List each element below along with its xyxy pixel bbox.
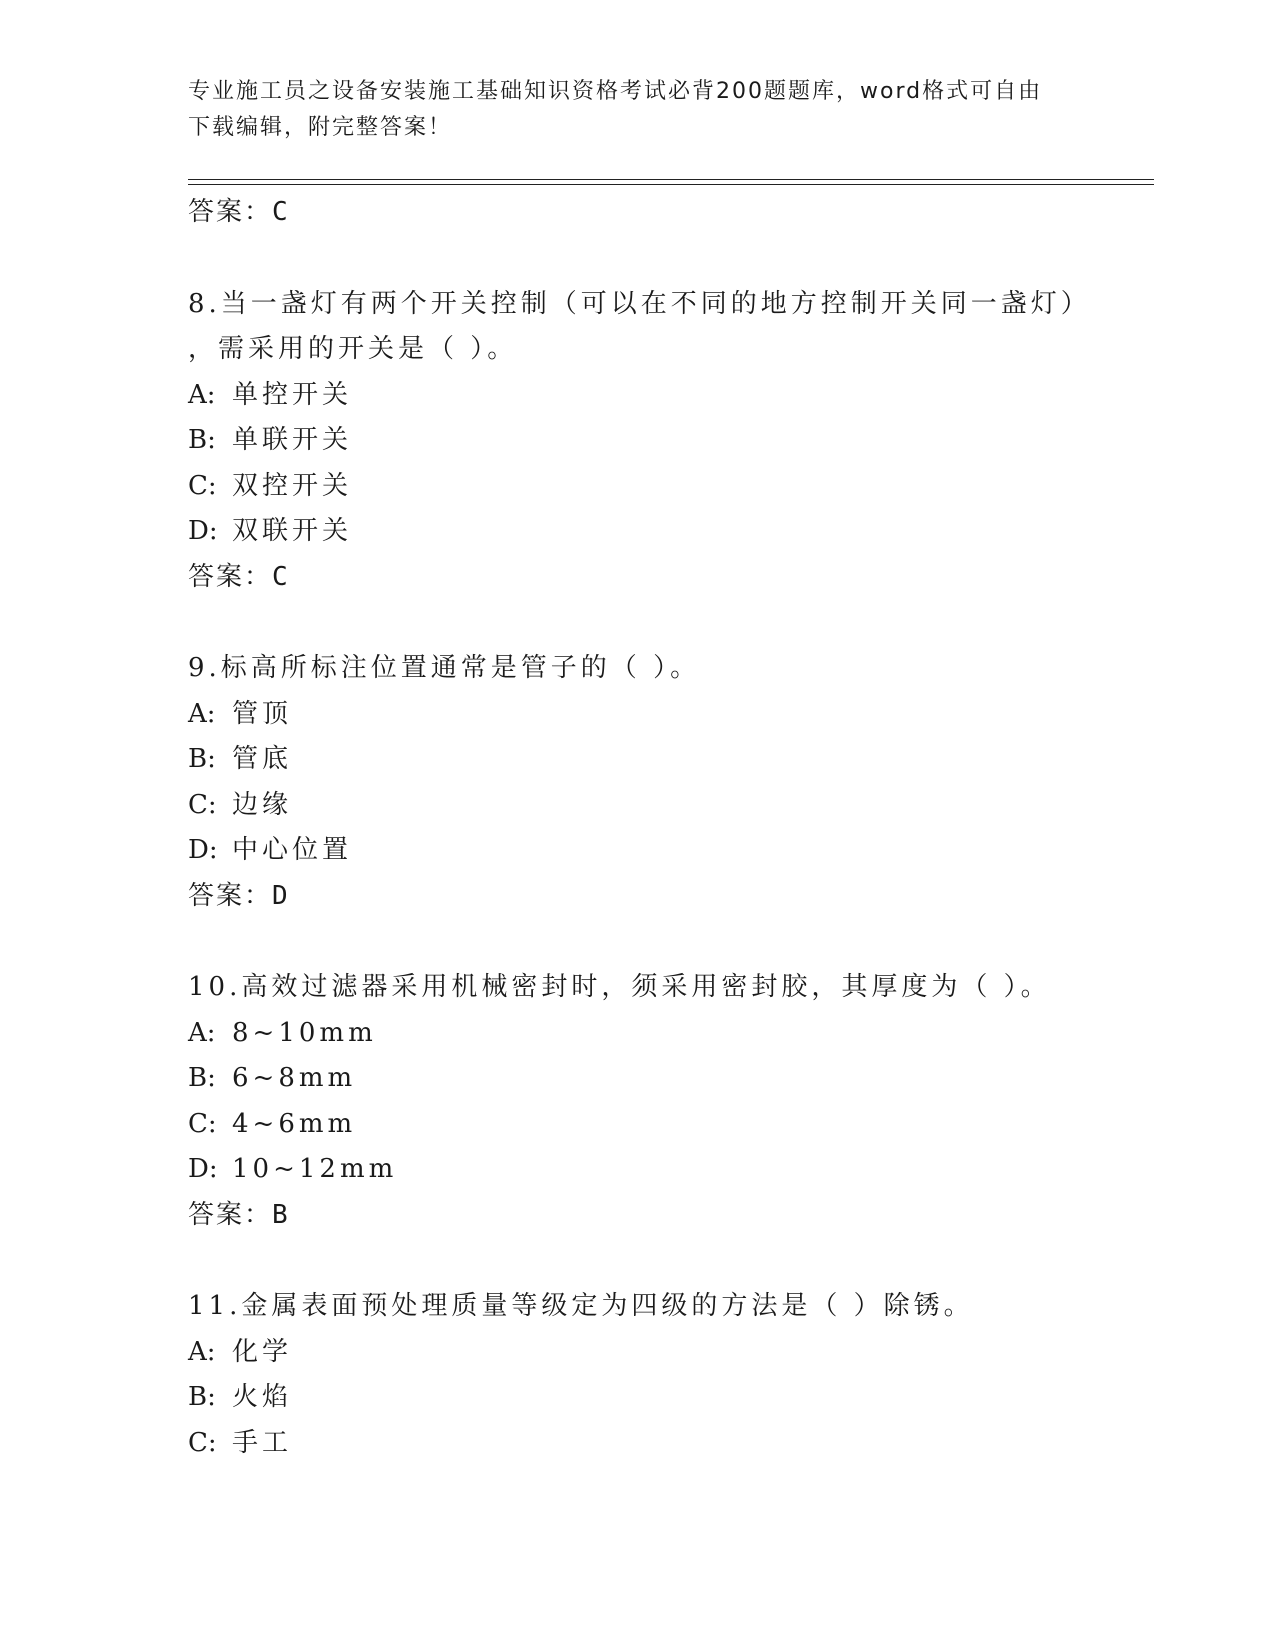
answer-line — [188, 555, 1148, 601]
option-text: 双联开关 — [232, 516, 353, 546]
option-c — [188, 1421, 1148, 1467]
option-key: A: — [188, 1336, 216, 1367]
answer-line — [188, 874, 1148, 920]
question-text: 10.高效过滤器采用机械密封时，须采用密封胶，其厚度为（ ）。 — [188, 972, 1051, 1002]
option-text: 双控开关 — [232, 470, 353, 501]
option-a — [188, 373, 1148, 419]
option-key: C: — [188, 789, 217, 820]
option-text: 单联开关 — [232, 425, 353, 455]
option-d — [188, 509, 1148, 555]
option-text: 化学 — [232, 1336, 293, 1367]
option-key: D: — [188, 1154, 218, 1184]
question-text: 8.当一盏灯有两个开关控制（可以在不同的地方控制开关同一盏灯） — [188, 288, 1091, 319]
option-d — [188, 828, 1148, 874]
option-c — [188, 1102, 1148, 1148]
option-key: A: — [188, 1017, 216, 1048]
option-key: B: — [188, 1382, 216, 1412]
option-a — [188, 1330, 1148, 1376]
option-text: 管顶 — [232, 698, 293, 729]
option-text: 6~8mm — [232, 1063, 357, 1093]
option-text: 火焰 — [232, 1382, 293, 1412]
question-list — [188, 190, 1148, 1466]
question-11 — [188, 1284, 1148, 1466]
option-text: 中心位置 — [232, 835, 353, 865]
question-text: ，需采用的开关是（ ）。 — [188, 334, 518, 364]
answer-label: 答案： — [188, 880, 273, 911]
question-8 — [188, 282, 1148, 601]
option-text: 单控开关 — [232, 379, 353, 410]
header-divider-bottom — [188, 184, 1154, 185]
option-key: B: — [188, 744, 216, 774]
answer-line — [188, 1193, 1148, 1239]
answer-label: 答案： — [188, 197, 273, 227]
answer-value: C — [272, 561, 290, 592]
answer-label: 答案： — [188, 1199, 273, 1230]
option-c — [188, 783, 1148, 829]
question-9 — [188, 646, 1148, 919]
answer-value: C — [272, 197, 290, 227]
answer-line — [188, 190, 1148, 236]
option-text: 8~10mm — [232, 1017, 377, 1048]
option-key: D: — [188, 516, 218, 546]
answer-value: D — [272, 880, 290, 911]
option-b — [188, 1056, 1148, 1102]
option-b — [188, 1375, 1148, 1421]
answer-value: B — [272, 1199, 290, 1230]
option-b — [188, 418, 1148, 464]
option-c — [188, 464, 1148, 510]
option-d — [188, 1147, 1148, 1193]
option-text: 手工 — [232, 1427, 293, 1458]
option-text: 管底 — [232, 744, 293, 774]
option-key: C: — [188, 1427, 217, 1458]
page-header — [188, 74, 1088, 146]
header-line-1: 专业施工员之设备安装施工基础知识资格考试必背200题题库，word格式可自由 — [188, 79, 1043, 104]
question-text: 9.标高所标注位置通常是管子的（ ）。 — [188, 653, 701, 683]
option-a — [188, 692, 1148, 738]
option-key: A: — [188, 698, 216, 729]
option-key: C: — [188, 470, 217, 501]
question-10 — [188, 965, 1148, 1238]
option-key: B: — [188, 1063, 216, 1093]
option-text: 4~6mm — [232, 1108, 357, 1139]
option-key: A: — [188, 379, 216, 410]
option-key: C: — [188, 1108, 217, 1139]
option-a — [188, 1011, 1148, 1057]
header-divider-top — [188, 179, 1154, 180]
option-text: 边缘 — [232, 789, 293, 820]
answer-label: 答案： — [188, 561, 273, 592]
option-key: B: — [188, 425, 216, 455]
header-line-2: 下载编辑，附完整答案！ — [188, 115, 453, 140]
option-text: 10~12mm — [232, 1154, 398, 1184]
question-text: 11.金属表面预处理质量等级定为四级的方法是（ ）除锈。 — [188, 1291, 974, 1321]
option-key: D: — [188, 835, 218, 865]
option-b — [188, 737, 1148, 783]
